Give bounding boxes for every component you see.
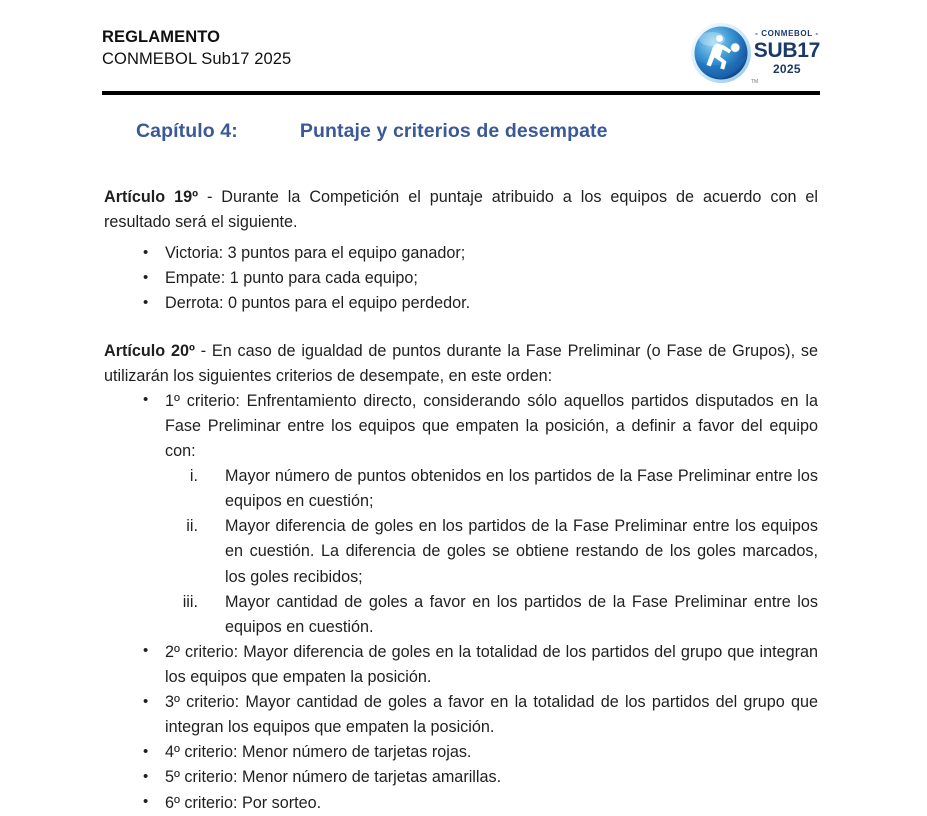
sub-criterion-text: Mayor número de puntos obtenidos en los partidos de la Fase Preliminar entre los equipos en cuestión;	[225, 467, 818, 511]
trademark-mark: TM	[751, 79, 759, 85]
roman-numeral: ii.	[186, 517, 198, 536]
conmebol-sub17-logo	[695, 20, 820, 86]
article-20-text: - En caso de igualdad de puntos durante la Fase Preliminar (o Fase de Grupos), se utilizarán los siguientes criterios de desempate, en este orden:	[104, 341, 818, 385]
logo-competition-label: SUB17	[753, 38, 820, 62]
logo-wordmark	[754, 30, 820, 77]
list-item: • Derrota: 0 puntos para el equipo perdedor.	[104, 291, 818, 316]
document-body	[104, 185, 818, 816]
article-20-paragraph	[104, 339, 818, 389]
roman-numeral: iii.	[182, 592, 198, 611]
sub-criterion-text: Mayor diferencia de goles en los partidos de la Fase Preliminar entre los equipos en cuestión. La diferencia de goles se obtiene restando de los goles marcados, los goles recibidos;	[225, 517, 818, 586]
chapter-heading	[136, 120, 608, 143]
article-20-criteria-list	[104, 389, 818, 464]
list-item-criterion-4: • 4º criterio: Menor número de tarjetas rojas.	[104, 740, 818, 765]
list-item-criterion-1: • 1º criterio: Enfrentamiento directo, considerando sólo aquellos partidos disputados en la Fase Preliminar entre los equipos que empaten la posición, a definir a favor del equipo con:	[104, 389, 818, 464]
chapter-title: Puntaje y criterios de desempate	[299, 120, 608, 142]
list-item: • Victoria: 3 puntos para el equipo ganador;	[104, 241, 818, 266]
document-subtitle: CONMEBOL Sub17 2025	[102, 49, 292, 68]
article-20-remaining-criteria-list	[104, 640, 818, 816]
header-divider	[102, 91, 820, 95]
globe-icon	[690, 22, 752, 84]
article-19-label: Artículo 19º	[104, 188, 199, 206]
sub-criterion-text: Mayor cantidad de goles a favor en los partidos de la Fase Preliminar entre los equipos en cuestión.	[225, 592, 818, 636]
list-item-sub-criterion-iii	[104, 590, 818, 640]
section-spacer	[104, 317, 818, 339]
list-item-sub-criterion-ii	[104, 514, 818, 589]
logo-conmebol-label: - CONMEBOL -	[755, 28, 819, 38]
article-20-label: Artículo 20º	[104, 341, 195, 360]
list-item-criterion-6: • 6º criterio: Por sorteo.	[104, 791, 818, 816]
page-header	[102, 20, 820, 86]
list-item: • Empate: 1 punto para cada equipo;	[104, 266, 818, 291]
logo-year-label: 2025	[772, 61, 801, 76]
article-19-paragraph	[104, 185, 818, 235]
chapter-number: Capítulo 4:	[136, 120, 238, 142]
header-title-block	[102, 20, 291, 71]
list-item-criterion-5: • 5º criterio: Menor número de tarjetas amarillas.	[104, 765, 818, 790]
list-item-criterion-2: • 2º criterio: Mayor diferencia de goles en la totalidad de los partidos del grupo que integran los equipos que empaten la posición.	[104, 640, 818, 690]
document-title: REGLAMENTO	[102, 28, 221, 46]
criterion-1-sub-list	[104, 464, 818, 640]
roman-numeral: i.	[189, 467, 198, 486]
list-item-sub-criterion-i	[104, 464, 818, 514]
article-19-text: - Durante la Competición el puntaje atribuido a los equipos de acuerdo con el resultado será el siguiente.	[104, 188, 818, 232]
list-item-criterion-3: • 3º criterio: Mayor cantidad de goles a favor en la totalidad de los partidos del grupo que integran los equipos que empaten la posición.	[104, 690, 818, 740]
article-19-bullet-list	[104, 241, 818, 316]
